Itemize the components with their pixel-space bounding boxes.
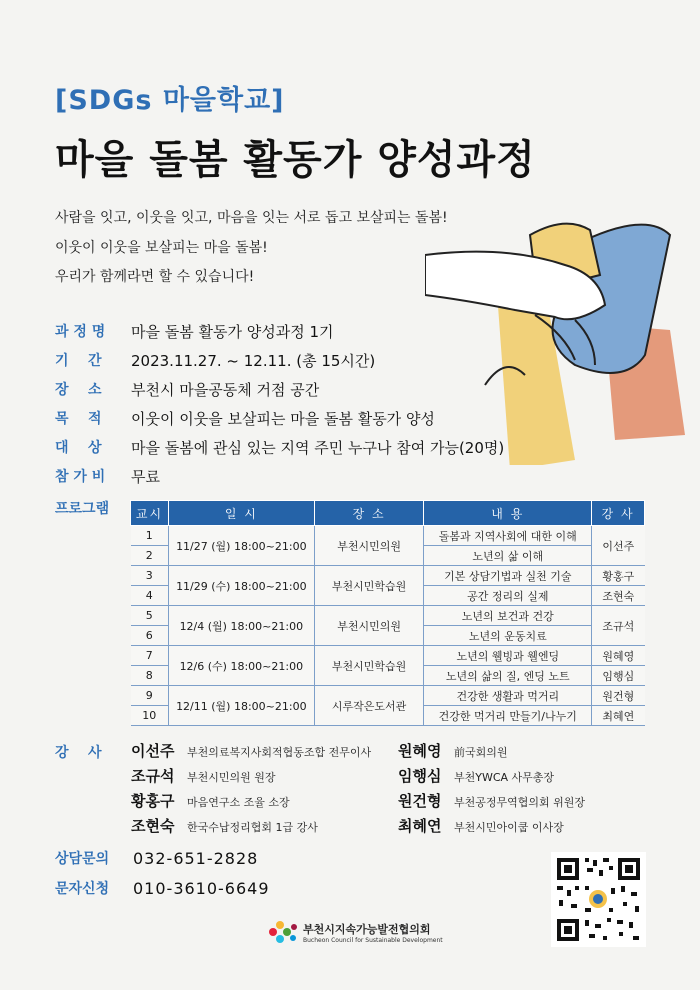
col-header-datetime: 일 시: [168, 501, 314, 526]
session-datetime: 12/11 (월) 18:00~21:00: [168, 686, 314, 726]
info-label: 장 소: [55, 382, 102, 398]
info-value: 무료: [131, 467, 160, 486]
instructor-entry: [131, 815, 371, 840]
session-number: 5: [131, 606, 169, 626]
session-number: 7: [131, 646, 169, 666]
info-label: 기 간: [55, 353, 102, 369]
table-row: [131, 566, 645, 586]
session-place: 시루작은도서관: [314, 686, 424, 726]
session-instructor: 임행심: [592, 666, 645, 686]
info-value: 이웃이 이웃을 보살피는 마을 돌봄 활동가 양성: [131, 409, 435, 428]
instructor-entry: [398, 765, 585, 790]
session-number: 3: [131, 566, 169, 586]
info-value: 부천시 마을공동체 거점 공간: [131, 380, 320, 399]
session-instructor: 황홍구: [592, 566, 645, 586]
instructor-name: 원혜영: [398, 742, 442, 760]
contact-phone-number[interactable]: 032-651-2828: [133, 848, 259, 868]
instructor-name: 원건형: [398, 792, 442, 810]
session-content: 노년의 삶 이해: [424, 546, 592, 566]
session-instructor: 최혜연: [592, 706, 645, 726]
instructor-name: 이선주: [131, 742, 175, 760]
contact-sms-number[interactable]: 010-3610-6649: [133, 878, 270, 898]
instructor-role: 부천시민아이쿱 이사장: [454, 821, 564, 834]
info-label: 참 가 비: [55, 469, 106, 485]
organization-name-en: Bucheon Council for Sustainable Development: [303, 936, 443, 944]
session-place: 부천시민의원: [314, 606, 424, 646]
slogan-line-1: 사람을 잇고, 이웃을 잇고, 마음을 잇는 서로 돕고 보살피는 돌봄!: [55, 210, 448, 226]
instructor-list-left: [131, 740, 371, 840]
session-content: 건강한 생활과 먹거리: [424, 686, 592, 706]
organization-name: 부천시지속가능발전협의회: [303, 922, 431, 936]
instructor-entry: [131, 765, 371, 790]
instructor-entry: [131, 740, 371, 765]
info-purpose: [55, 406, 435, 430]
session-number: 6: [131, 626, 169, 646]
info-fee: [55, 464, 160, 488]
session-content: 노년의 웰빙과 웰엔딩: [424, 646, 592, 666]
col-header-place: 장 소: [314, 501, 424, 526]
instructor-role: 前국회의원: [454, 746, 508, 759]
session-datetime: 12/6 (수) 18:00~21:00: [168, 646, 314, 686]
instructor-role: 부천의료복지사회적협동조합 전무이사: [187, 746, 372, 759]
table-row: [131, 686, 645, 706]
instructor-name: 조현숙: [131, 817, 175, 835]
instructor-name: 임행심: [398, 767, 442, 785]
session-datetime: 11/27 (월) 18:00~21:00: [168, 526, 314, 566]
instructor-name: 조규석: [131, 767, 175, 785]
table-row: [131, 606, 645, 626]
session-content: 기본 상담기법과 실천 기술: [424, 566, 592, 586]
page-title: 마을 돌봄 활동가 양성과정: [55, 137, 536, 183]
instructor-name: 황홍구: [131, 792, 175, 810]
event-series-title: [SDGs 마을학교]: [55, 85, 285, 116]
instructor-role: 부천YWCA 사무총장: [454, 771, 555, 784]
session-place: 부천시민의원: [314, 526, 424, 566]
session-number: 1: [131, 526, 169, 546]
session-number: 8: [131, 666, 169, 686]
session-number: 10: [131, 706, 169, 726]
session-content: 공간 정리의 실제: [424, 586, 592, 606]
session-number: 4: [131, 586, 169, 606]
instructor-entry: [131, 790, 371, 815]
program-schedule-table: [130, 500, 645, 726]
contact-sms: [55, 878, 270, 898]
session-content: 노년의 운동치료: [424, 626, 592, 646]
slogan-line-2: 이웃이 이웃을 보살피는 마을 돌봄!: [55, 240, 268, 256]
contact-phone-label: 상담문의: [55, 851, 110, 867]
organization-logo: [265, 917, 443, 947]
info-value: 2023.11.27. ~ 12.11. (총 15시간): [131, 351, 376, 370]
instructor-entry: [398, 740, 585, 765]
session-datetime: 12/4 (월) 18:00~21:00: [168, 606, 314, 646]
instructor-role: 부천시민의원 원장: [187, 771, 276, 784]
session-place: 부천시민학습원: [314, 646, 424, 686]
program-label: 프로그램: [55, 501, 110, 517]
info-label: 과 정 명: [55, 324, 106, 340]
session-instructor: 원혜영: [592, 646, 645, 666]
session-content: 노년의 보건과 건강: [424, 606, 592, 626]
contact-phone: [55, 848, 258, 868]
info-value: 마을 돌봄 활동가 양성과정 1기: [131, 322, 334, 341]
session-content: 돌봄과 지역사회에 대한 이해: [424, 526, 592, 546]
table-row: [131, 526, 645, 546]
info-label: 대 상: [55, 440, 102, 456]
qr-code[interactable]: [551, 852, 646, 947]
session-place: 부천시민학습원: [314, 566, 424, 606]
session-instructor: 조규석: [592, 606, 645, 646]
col-header-instructor: 강 사: [592, 501, 645, 526]
joined-hands-illustration: [425, 205, 685, 465]
info-value: 마을 돌봄에 관심 있는 지역 주민 누구나 참여 가능(20명): [131, 438, 505, 457]
instructor-role: 마음연구소 조율 소장: [187, 796, 290, 809]
info-course-name: [55, 319, 334, 343]
instructors-label: 강 사: [55, 745, 102, 761]
session-instructor: 조현숙: [592, 586, 645, 606]
info-target: [55, 435, 504, 459]
instructor-entry: [398, 790, 585, 815]
instructor-list-right: [398, 740, 585, 840]
instructor-entry: [398, 815, 585, 840]
info-period: [55, 348, 375, 372]
session-instructor: 원건형: [592, 686, 645, 706]
col-header-content: 내 용: [424, 501, 592, 526]
table-row: [131, 646, 645, 666]
session-content: 노년의 삶의 질, 엔딩 노트: [424, 666, 592, 686]
info-label: 목 적: [55, 411, 102, 427]
table-header-row: [131, 501, 645, 526]
session-content: 건강한 먹거리 만들기/나누기: [424, 706, 592, 726]
instructor-name: 최혜연: [398, 817, 442, 835]
session-instructor: 이선주: [592, 526, 645, 566]
session-number: 2: [131, 546, 169, 566]
col-header-period: 교시: [131, 501, 169, 526]
instructor-role: 부천공정무역협의회 위원장: [454, 796, 586, 809]
sdgs-wheel-icon: [265, 917, 299, 947]
contact-sms-label: 문자신청: [55, 881, 110, 897]
session-number: 9: [131, 686, 169, 706]
session-datetime: 11/29 (수) 18:00~21:00: [168, 566, 314, 606]
instructor-role: 한국수납정리협회 1급 강사: [187, 821, 318, 834]
slogan-line-3: 우리가 함께라면 할 수 있습니다!: [55, 269, 255, 285]
info-place: [55, 377, 319, 401]
